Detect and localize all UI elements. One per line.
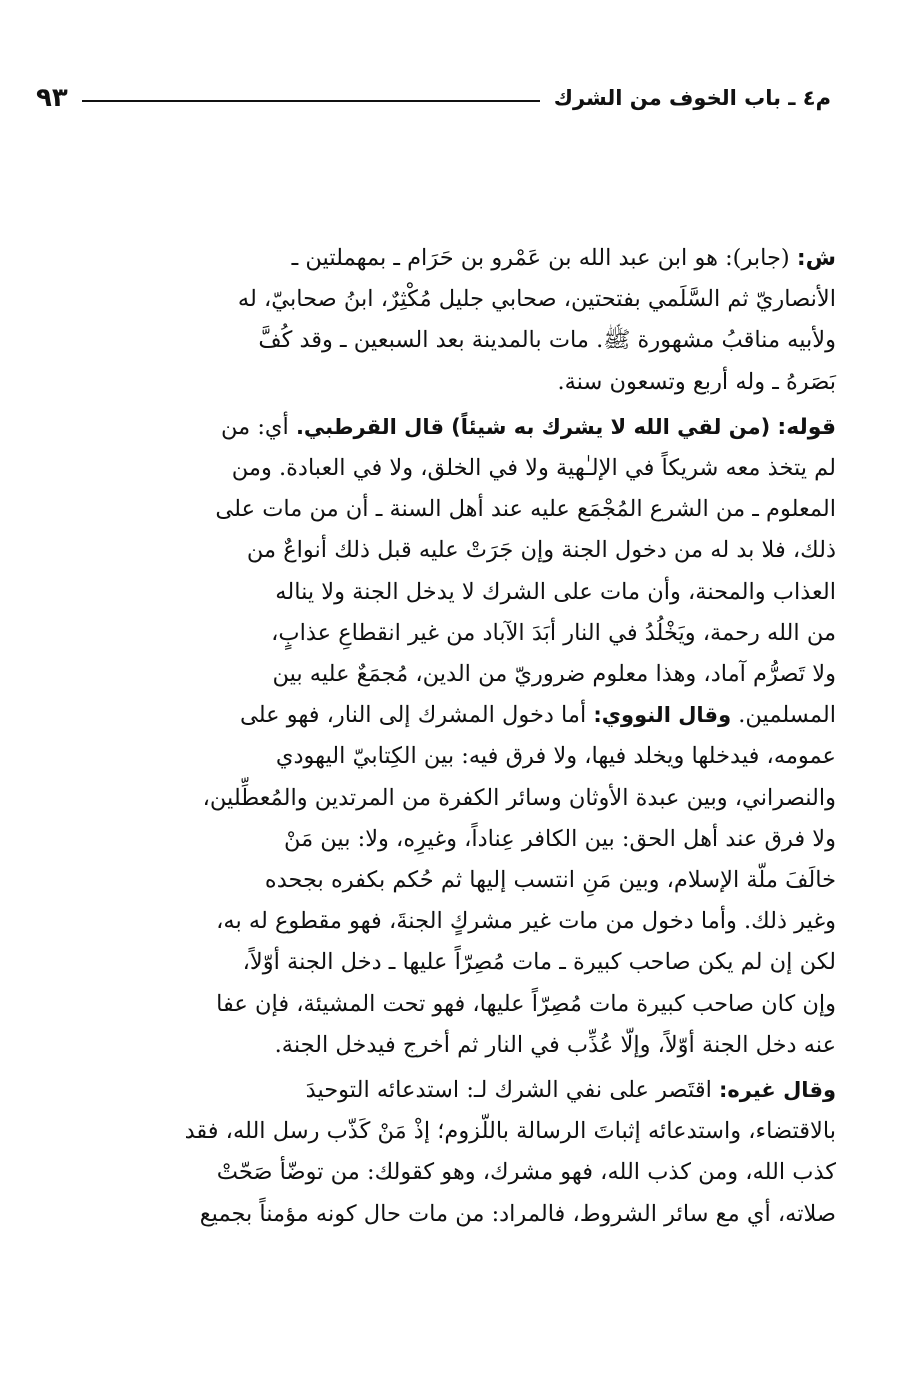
text-run: اقتَصر على نفي الشرك لـ: استدعائه التوحيدَ: [305, 1077, 719, 1104]
text-line: المعلوم ـ من الشرع المُجْمَع عليه عند أهل السنة ـ أن من مات على: [215, 496, 836, 523]
qurtubi-label: قال القرطبي.: [295, 414, 444, 439]
qawluhu-label: قوله:: [777, 414, 836, 440]
text-line: ولا تَصرُّم آماد، وهذا معلوم ضروريّ من الدين، مُجمَعٌ عليه بين: [272, 661, 836, 688]
text-line: [84, 407, 836, 448]
text-run: المسلمين.: [731, 702, 836, 729]
other-scholar-label: وقال غيره:: [719, 1078, 836, 1103]
text-line: كذب الله، ومن كذب الله، فهو مشرك، وهو كقولك: من توضّأ صَحّتْ: [216, 1159, 836, 1186]
text-line: بَصَرهُ ـ وله أربع وتسعون سنة.: [557, 368, 836, 395]
text-line: والنصراني، وبين عبدة الأوثان وسائر الكفرة من المرتدين والمُعطِّلين،: [202, 784, 836, 811]
text-line: وإن كان صاحب كبيرة مات مُصِرّاً عليها، فهو تحت المشيئة، فإن عفا: [216, 990, 836, 1017]
header-rule: [82, 100, 540, 102]
text-line: ذلك، فلا بد له من دخول الجنة وإن جَرَتْ عليه قبل ذلك أنواعٌ من: [246, 537, 836, 564]
page-body: [84, 238, 836, 1235]
paragraph-3: [84, 1070, 836, 1235]
text-run: (جابر): هو ابن عبد الله بن عَمْرو بن حَرَام ـ بمهملتين ـ: [291, 245, 797, 271]
running-header: [36, 78, 831, 118]
text-line: وغير ذلك. وأما دخول من مات غير مشركٍ الجنةَ، فهو مقطوع له به،: [216, 908, 836, 935]
text-line: بالاقتضاء، واستدعائه إثباتَ الرسالة باللّزوم؛ إذْ مَنْ كَذّب رسل الله، فقد: [184, 1118, 836, 1145]
paragraph-1: [84, 238, 836, 403]
nawawi-label: وقال النووي:: [593, 703, 732, 728]
text-line: [84, 238, 836, 279]
text-run: أي: من: [221, 413, 296, 440]
chapter-title: م٤ ـ باب الخوف من الشرك: [553, 86, 831, 110]
hadith-quote: (من لقي الله لا يشرك به شيئاً): [451, 414, 771, 439]
paragraph-2: [84, 407, 836, 1066]
text-line: لكن إن لم يكن صاحب كبيرة ـ مات مُصِرّاً عليها ـ دخل الجنة أوّلاً،: [242, 949, 836, 976]
text-line: ولا فرق عند أهل الحق: بين الكافر عِناداً، وغيرِه، ولا: بين مَنْ: [283, 825, 836, 852]
page-number: ٩٣: [36, 83, 68, 113]
text-run: أما دخول المشرك إلى النار، فهو على: [239, 702, 594, 729]
text-line: عنه دخل الجنة أوّلاً، وإلّا عُذِّب في النار ثم أخرج فيدخل الجنة.: [274, 1031, 836, 1058]
text-line: الأنصاريّ ثم السَّلَمي بفتحتين، صحابي جليل مُكْثِرٌ، ابنُ صحابيّ، له: [237, 286, 836, 313]
text-line: صلاته، أي مع سائر الشروط، فالمراد: من مات حال كونه مؤمناً بجميع: [199, 1200, 836, 1227]
text-line: خالَفَ ملّة الإسلام، وبين مَنِ انتسب إليها ثم حُكم بكفره بجحده: [264, 867, 836, 894]
text-line: من الله رحمة، ويَخْلُدُ في النار أبَدَ الآباد من غير انقطاعِ عذابٍ،: [271, 619, 836, 646]
text-line: ولأبيه مناقبُ مشهورة ﷺ. مات بالمدينة بعد السبعين ـ وقد كُفَّ: [258, 327, 836, 354]
text-line: [84, 1070, 836, 1111]
text-line: لم يتخذ معه شريكاً في الإلـٰهية ولا في الخلق، ولا في العبادة. ومن: [231, 455, 836, 482]
text-line: عمومه، فيدخلها ويخلد فيها، ولا فرق فيه: بين الكِتابيّ اليهودي: [275, 743, 836, 770]
text-line: العذاب والمحنة، وأن مات على الشرك لا يدخل الجنة ولا يناله: [275, 578, 836, 605]
text-line: [84, 695, 836, 736]
commentary-marker: ش:: [796, 246, 836, 271]
